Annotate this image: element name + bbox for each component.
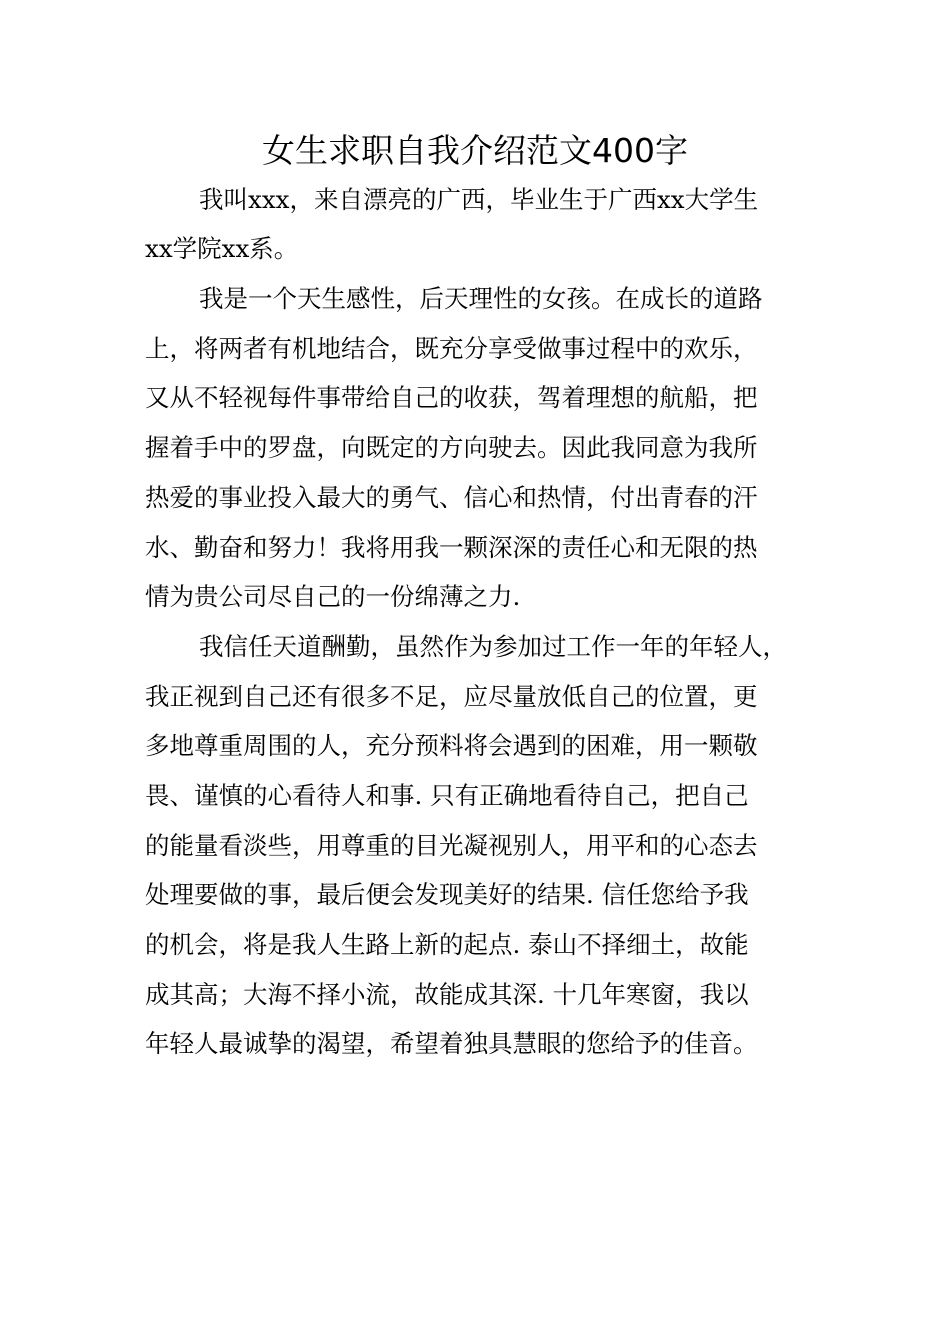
paragraph-2-line-1: 我是一个天生感性，后天理性的女孩。在成长的道路 [199,284,763,313]
paragraph-3-line-1: 我信任天道酬勤，虽然作为参加过工作一年的年轻人， [199,632,787,661]
paragraph-1-line-2: xx学院xx系。 [145,234,299,263]
paragraph-2-line-6: 水、勤奋和努力！我将用我一颗深深的责任心和无限的热 [145,533,758,562]
paragraph-3-line-3: 多地尊重周围的人，充分预料将会遇到的困难，用一颗敬 [145,731,758,760]
paragraph-2-line-7: 情为贵公司尽自己的一份绵薄之力. [145,582,521,611]
paragraph-2-line-4: 握着手中的罗盘，向既定的方向驶去。因此我同意为我所 [145,433,758,462]
paragraph-2-line-2: 上，将两者有机地结合，既充分享受做事过程中的欢乐， [145,334,758,363]
paragraph-3-line-7: 的机会，将是我人生路上新的起点. 泰山不择细土，故能 [145,930,749,959]
paragraph-3-line-2: 我正视到自己还有很多不足，应尽量放低自己的位置，更 [145,682,758,711]
paragraph-1-line-1: 我叫xxx，来自漂亮的广西，毕业生于广西xx大学生 [199,185,759,214]
paragraph-2-line-5: 热爱的事业投入最大的勇气、信心和热情，付出青春的汗 [145,483,758,512]
paragraph-3-line-4: 畏、谨慎的心看待人和事. 只有正确地看待自己，把自己 [145,781,749,810]
paragraph-2-line-3: 又从不轻视每件事带给自己的收获，驾着理想的航船，把 [145,383,758,412]
paragraph-3-line-6: 处理要做的事，最后便会发现美好的结果. 信任您给予我 [145,880,749,909]
paragraph-3-line-8: 成其高；大海不择小流，故能成其深. 十几年寒窗，我以 [145,980,749,1009]
document-title: 女生求职自我介绍范文400字 [262,131,688,170]
paragraph-3-line-5: 的能量看淡些，用尊重的目光凝视别人，用平和的心态去 [145,831,758,860]
paragraph-3-line-9: 年轻人最诚挚的渴望，希望着独具慧眼的您给予的佳音。 [145,1029,758,1058]
